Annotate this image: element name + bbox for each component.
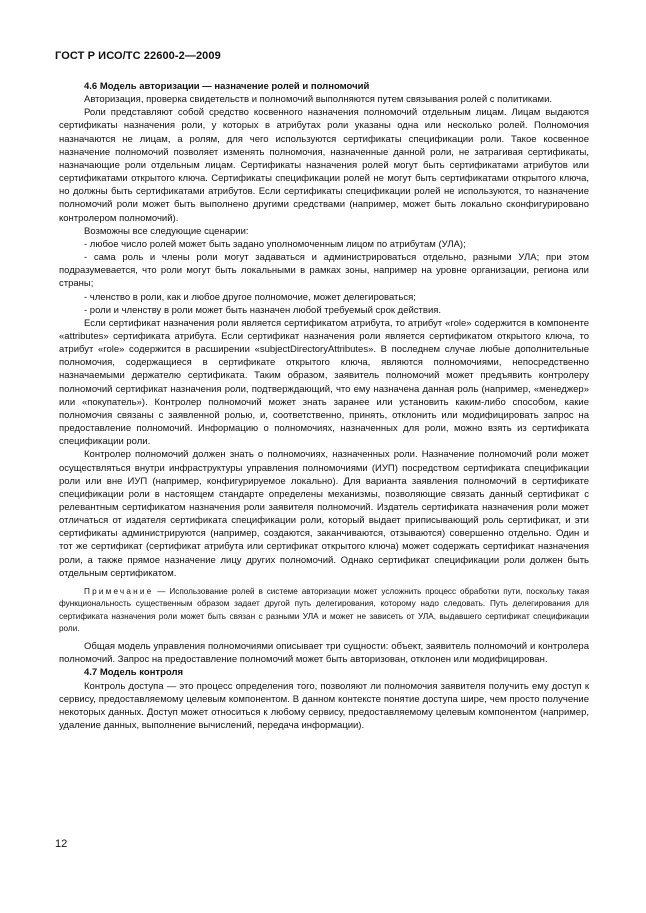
section-4-7-heading: 4.7 Модель контроля [84, 667, 184, 679]
page-content [59, 80, 589, 732]
note-label: Примечание [84, 586, 154, 596]
page-number: 12 [55, 838, 68, 850]
note [59, 586, 589, 635]
paragraph-roles: Роли представляют собой средство косвенного назначения полномочий отдельным лицам. Лицам выдаются сертификаты назначения роли, у которых в атрибутах роли указаны одна или несколько ролей. Полномочия назначаются не лицам, а ролям, для чего используются сертификаты спецификации роли. Такое косвенное назначение полномочий позволяет изменять полномочия, назначенные данной роли, не затрагивая сертификаты, назначающие роли отдельным лицам. Сертификаты назначения ролей могут быть сертификатами атрибутов или сертификатами открытого ключа. Сертификаты спецификации ролей не могут быть сертификатами открытого ключа, но должны быть сертификатами атрибутов. Если сертификаты спецификации ролей не используются, то назначение полномочий роли может быть выполнено другими средствами (например, может быть локально сконфигурировано контролером полномочий). [59, 107, 589, 224]
paragraph-scenarios-intro: Возможны все следующие сценарии: [84, 225, 249, 237]
paragraph-authorization: Авторизация, проверка свидетельств и полномочий выполняются путем связывания ролей с политиками. [84, 94, 553, 106]
paragraph-privilege-model: Общая модель управления полномочиями описывает три сущности: объект, заявитель полномочий и контролера полномочий. Запрос на предоставление полномочий может быть авторизован, отклонен или модифицирован. [59, 641, 589, 666]
standard-header: ГОСТ Р ИСО/ТС 22600-2—2009 [55, 50, 221, 62]
scenario-item: - сама роль и члены роли могут задаваться и администрироваться отдельно, разными УЛА; при этом подразумевается, что роли могут быть локальными в рамках зоны, например на уровне организации, региона или страны; [59, 252, 589, 290]
scenario-item: - любое число ролей может быть задано уполномоченным лицом по атрибутам (УЛА); [84, 238, 466, 250]
paragraph-privilege-verifier: Контролер полномочий должен знать о полномочиях, назначенных роли. Назначение полномочий роли может осуществляться внутри инфраструктуры управления полномочиями (ИУП) посредством сертификата спецификации роли или вне ИУП (например, конфигурируемое локально). Для варианта заявления полномочий в сертификате спецификации роли в настоящем стандарте определены механизмы, позволяющие связать данный сертификат с релевантным сертификатом назначения роли заявителя полномочий. Издатель сертификата назначения роли может отличаться от издателя сертификата спецификации роли, который выдает приписывающий роль сертификат, и эти сертификаты администрируются (например, создаются, заканчиваются, отзываются) совершенно отдельно. Один и тот же сертификат (сертификат атрибута или сертификат открытого ключа) может содержать сертификат назначения роли, а также прямое назначение лицу других полномочий. Однако сертификат спецификации роли должен быть отдельным сертификатом. [59, 449, 589, 579]
scenario-item: - роли и членству в роли может быть назначен любой требуемый срок действия. [84, 304, 442, 316]
paragraph-role-certificate: Если сертификат назначения роли является сертификатом атрибута, то атрибут «role» содержится в компоненте «attributes» сертификата атрибута. Если сертификат назначения роли является сертификатом открытого ключа, то атрибут «role» содержится в расширении «subjectDirectoryAttributes». В последнем случае любые дополнительные полномочия, содержащиеся в сертификате открытого ключа, являются полномочиями, непосредственно назначаемыми держателю сертификата. Таким образом, заявитель полномочий может предъявить контролеру полномочий сертификат назначения роли, подтверждающий, что ему назначена данная роль (например, «менеджер» или «покупатель»). Контролер полномочий может знать заранее или установить каким-либо способом, какие полномочия связаны с заявленной ролью, и, соответственно, принять, отклонить или модифицировать запрос на предоставление полномочий. Информацию о полномочиях, назначенных для роли, можно взять из сертификата спецификации роли. [59, 317, 589, 448]
paragraph-access-control: Контроль доступа — это процесс определения того, позволяют ли полномочия заявителя получить ему доступ к сервису, предоставляемому целевым компонентом. В данном контексте понятие доступа шире, чем просто получение некоторых данных. Доступ может относиться к любому сервису, предоставляемому целевым компонентом (например, удаление данных, выполнение вычислений, передача информации). [59, 680, 589, 732]
section-4-6-heading: 4.6 Модель авторизации — назначение ролей и полномочий [84, 81, 370, 92]
note-text: — Использование ролей в системе авторизации может усложнить процесс обработки пути, поскольку такая функциональность существенным образом задает другой путь делегирования, которому надо следовать. Путь делегирования для сертификата назначения роли может быть связан с разными УЛА и может не зависеть от УЛА, выдавшего сертификат спецификации роли. [59, 586, 589, 633]
scenario-item: - членство в роли, как и любое другое полномочие, может делегироваться; [84, 291, 416, 303]
